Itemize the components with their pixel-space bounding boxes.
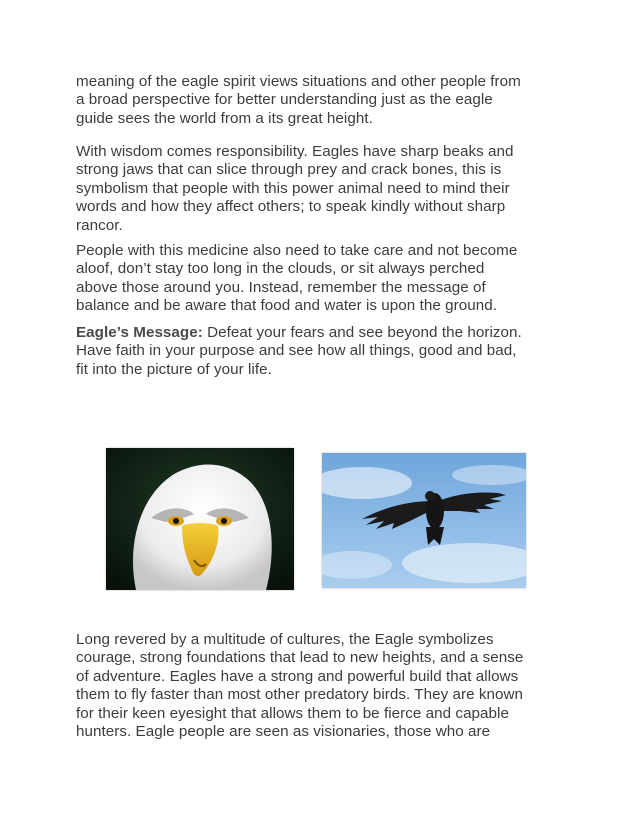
text-line: Long revered by a multitude of cultures, the Eagle symbolizes (76, 631, 494, 648)
paragraph-eagles-message (76, 324, 576, 379)
paragraph-medicine-balance (76, 242, 576, 316)
paragraph-wisdom-responsibility (76, 143, 576, 235)
text-line: guide sees the world from a its great height. (76, 109, 373, 127)
text-line: words and how they affect others; to speak kindly without sharp (76, 198, 506, 216)
text-line: meaning of the eagle spirit views situations and other people from (76, 73, 521, 90)
bald-eagle-face-illustration (106, 448, 294, 590)
text-line: above those around you. Instead, remember the message of (76, 278, 486, 296)
text-line: rancor. (76, 216, 123, 234)
paragraph-eagle-symbolism (76, 631, 576, 741)
text-line: aloof, don’t stay too long in the clouds, or sit always perched (76, 260, 485, 278)
text-line: a broad perspective for better understanding just as the eagle (76, 91, 493, 109)
text-line: for their keen eyesight that allows them to be fierce and capable (76, 704, 509, 722)
text-line: Have faith in your purpose and see how all things, good and bad, (76, 342, 517, 360)
bald-eagle-face-photo (106, 448, 294, 590)
text-line: strong jaws that can slice through prey and crack bones, this is (76, 161, 502, 179)
text-line: balance and be aware that food and water is upon the ground. (76, 297, 497, 315)
text-line (76, 324, 576, 342)
text-line: symbolism that people with this power animal need to mind their (76, 179, 510, 197)
text-line: courage, strong foundations that lead to new heights, and a sense (76, 649, 524, 667)
paragraph-eagle-perspective (76, 73, 576, 128)
text-line: People with this medicine also need to take care and not become (76, 242, 518, 259)
eagles-message-text: Defeat your fears and see beyond the horizon. (202, 324, 522, 341)
eagles-message-label: Eagle’s Message: (76, 324, 203, 341)
text-line: them to fly faster than most other predatory birds. They are known (76, 686, 524, 704)
eagle-in-flight-photo (322, 453, 526, 588)
eagle-in-flight-illustration (322, 453, 526, 588)
text-line: With wisdom comes responsibility. Eagles have sharp beaks and (76, 143, 514, 160)
text-line: of adventure. Eagles have a strong and powerful build that allows (76, 667, 519, 685)
text-line: hunters. Eagle people are seen as visionaries, those who are (76, 723, 491, 741)
text-line: fit into the picture of your life. (76, 360, 272, 378)
